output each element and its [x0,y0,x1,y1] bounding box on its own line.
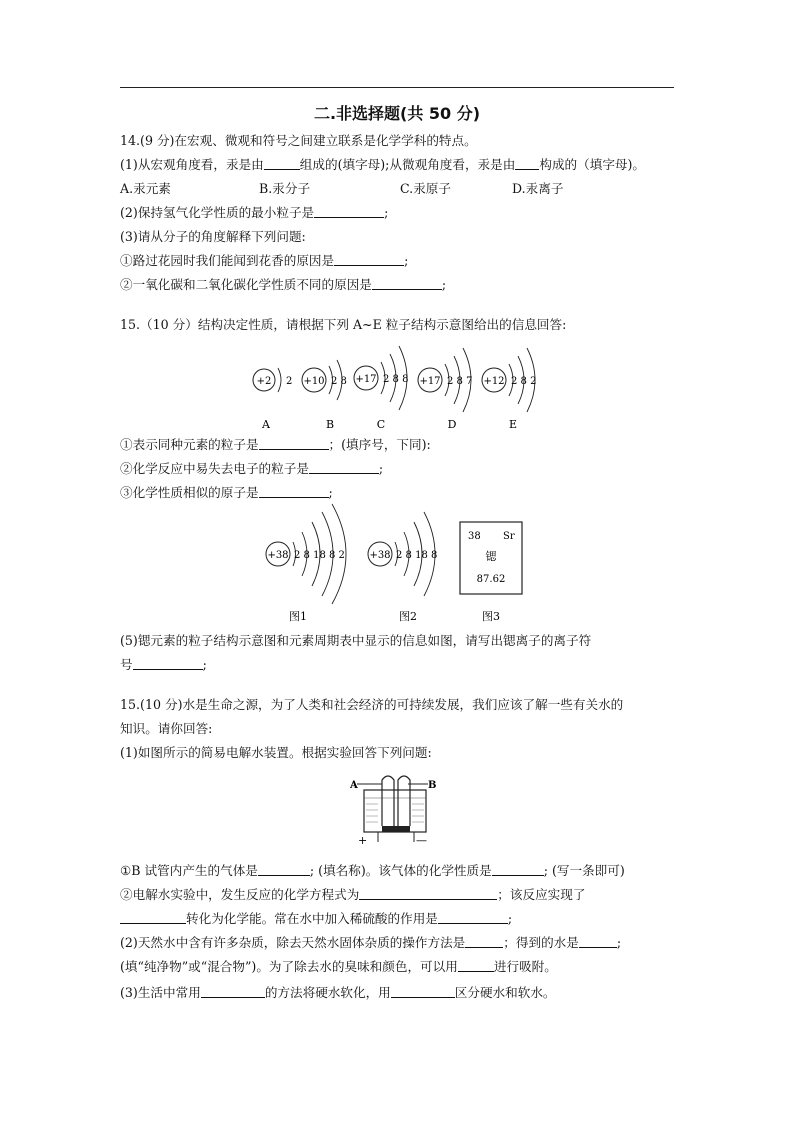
q15-q3-end: ; [328,485,333,500]
particle-d [418,348,472,412]
q14-p3-1-text: ①路过花园时我们能闻到花香的原因是 [120,253,335,268]
answer-blank [133,657,203,670]
nucleus-charge: +10 [303,376,325,387]
q16-p2-text-a: (2)天然水中含有许多杂质，除去天然水固体杂质的操作方法是 [120,935,466,950]
option-a: A.汞元素 [120,181,171,196]
q16-p3-text-c: 区分硬水和软水。 [454,985,556,1000]
q16-p3-text-b: 的方法将硬水软化，用 [264,985,391,1000]
electron-shells: 2 8 2 [511,376,537,387]
option-d: D.汞离子 [512,181,564,196]
q16-part1: (1)如图所示的简易电解水装置。根据实验回答下列问题: [120,745,432,760]
answer-blank [259,485,329,498]
particle-e [482,348,536,412]
answer-blank [314,205,384,218]
q14-part3-2 [120,277,446,293]
test-tube-a [382,776,394,826]
negative-terminal: — [416,834,427,847]
label-c: C [376,418,386,431]
q16-p2-text-e: 进行吸附。 [493,959,557,974]
q14-p2-text: (2)保持氢气化学性质的最小粒子是 [120,205,315,220]
q16-p2-text-c: ; [616,935,622,950]
electron-shells: 2 8 18 8 [396,550,438,561]
answer-blank [391,985,455,998]
q14-p3-1-end: ; [404,253,409,268]
electrolysis-apparatus [348,770,448,850]
answer-blank [372,277,442,290]
q16-p1-3-text-b: ; [507,911,513,926]
element-symbol: Sr [503,531,515,542]
nucleus-charge: +12 [483,376,505,387]
answer-blank [438,911,508,924]
q16-part3 [120,985,556,1001]
q14-p1-text-b: 组成的(填字母);从微观角度看，汞是由 [299,157,516,172]
q16-part2-b [120,959,557,975]
q14-part2 [120,205,388,221]
figure-2-label: 图2 [399,610,417,623]
figure-1 [266,504,346,623]
q16-stem-a: 15.(10 分)水是生命之源，为了人类和社会经济的可持续发展，我们应该了解一些有关水的 [120,697,624,712]
q15-stem: 15.（10 分）结构决定性质，请根据下列 A~E 粒子结构示意图给出的信息回答: [120,317,567,332]
q14-part3: (3)请从分子的角度解释下列问题: [120,229,306,244]
answer-blank [201,985,265,998]
q15-q2-end: ; [378,461,384,476]
q16-p1-2-text-a: ②电解水实验中，发生反应的化学方程式为 [120,887,360,902]
q16-p1-1-text-c: ; (写一条即可) [543,863,625,878]
nucleus-charge: +2 [256,376,272,387]
answer-blank [492,863,544,876]
q14-p3-2-end: ; [441,277,447,292]
electron-shells: 2 8 7 [447,376,473,387]
label-d: D [447,418,457,431]
electron-shells: 2 [286,376,293,387]
option-c: C.汞原子 [400,181,451,196]
q15-part5-a: (5)锶元素的粒子结构示意图和元素周期表中显示的信息如图，请写出锶离子的离子符 [120,633,592,648]
electron-shells: 2 8 18 8 2 [294,550,345,561]
positive-terminal: + [358,834,368,847]
particle-a [253,368,292,392]
label-b: B [325,418,335,431]
q14-part1 [120,157,645,173]
atomic-mass: 87.62 [476,574,506,585]
q16-p3-text-a: (3)生活中常用 [120,985,201,1000]
answer-blank [334,253,404,266]
electron-shells: 2 8 8 [383,374,409,385]
particle-b [302,360,347,400]
q14-part3-1 [120,253,408,269]
q14-p1-text-a: (1)从宏观角度看，汞是由 [120,157,264,172]
nucleus-charge: +38 [267,550,289,561]
nucleus-charge: +17 [419,376,441,387]
answer-blank [259,437,329,450]
q15-q3-text: ③化学性质相似的原子是 [120,485,259,500]
q16-part1-1 [120,863,625,879]
q15-part2 [120,461,383,477]
figure-3-element-tile [460,522,522,623]
label-tube-a: A [350,780,358,791]
electron-shells: 2 8 [331,376,347,387]
q15-q5-end: ; [202,657,207,672]
element-name: 锶 [485,550,497,563]
q15-q5-text: 号 [120,657,133,672]
answer-blank [258,863,310,876]
label-e: E [508,418,518,431]
particle-c [354,346,408,410]
q16-p2-text-d: (填“纯净物”或“混合物”)。为了除去水的臭味和颜色，可以用 [120,959,458,974]
label-tube-b: B [428,780,437,791]
nucleus-charge: +38 [369,550,391,561]
strontium-figures [258,502,538,626]
answer-blank [515,157,539,170]
q16-p1-1-text-a: ①B 试管内产生的气体是 [120,863,258,878]
q15-part5-b [120,657,207,673]
q15-q1-text: ①表示同种元素的粒子是 [120,437,259,452]
q14-stem: 14.(9 分)在宏观、微观和符号之间建立联系是化学学科的特点。 [120,133,477,148]
answer-blank [465,935,503,948]
atomic-number: 38 [468,531,481,542]
figure-3-label: 图3 [482,610,500,623]
answer-blank [579,935,617,948]
label-a: A [262,418,270,431]
figure-2 [368,512,437,623]
q16-p2-text-b: ；得到的水是 [503,935,579,950]
q15-q1-end: ；(填序号，下同): [328,437,431,452]
option-b: B.汞分子 [259,181,311,196]
q14-p1-text-c: 构成的（填字母)。 [539,157,646,172]
q14-p2-end: ; [384,205,389,220]
q16-p1-3-text-a: 转化为化学能。常在水中加入稀硫酸的作用是 [186,911,438,926]
q14-options [120,181,563,197]
nucleus-charge: +17 [355,374,377,385]
answer-blank [359,887,497,900]
q15-part1 [120,437,431,453]
answer-blank [120,911,186,924]
electrode-base [382,826,410,832]
top-divider [120,87,674,88]
q15-q2-text: ②化学反应中易失去电子的粒子是 [120,461,309,476]
q15-part3 [120,485,333,501]
q14-p3-2-text: ②一氧化碳和二氧化碳化学性质不同的原因是 [120,277,372,292]
figure-1-label: 图1 [289,610,307,623]
q16-part2-a [120,935,621,951]
q16-p1-2-text-b: ；该反应实现了 [497,887,586,902]
q16-stem-b: 知识。请你回答: [120,721,213,736]
q16-p1-1-text-b: ; (填名称)。该气体的化学性质是 [309,863,492,878]
answer-blank [458,959,494,972]
water-tank [364,790,426,832]
section-title: 二.非选择题(共 50 分) [313,104,481,123]
q16-part1-3 [120,911,512,927]
particle-diagrams [240,338,560,438]
q16-part1-2 [120,887,585,903]
answer-blank [309,461,379,474]
answer-blank [264,157,300,170]
